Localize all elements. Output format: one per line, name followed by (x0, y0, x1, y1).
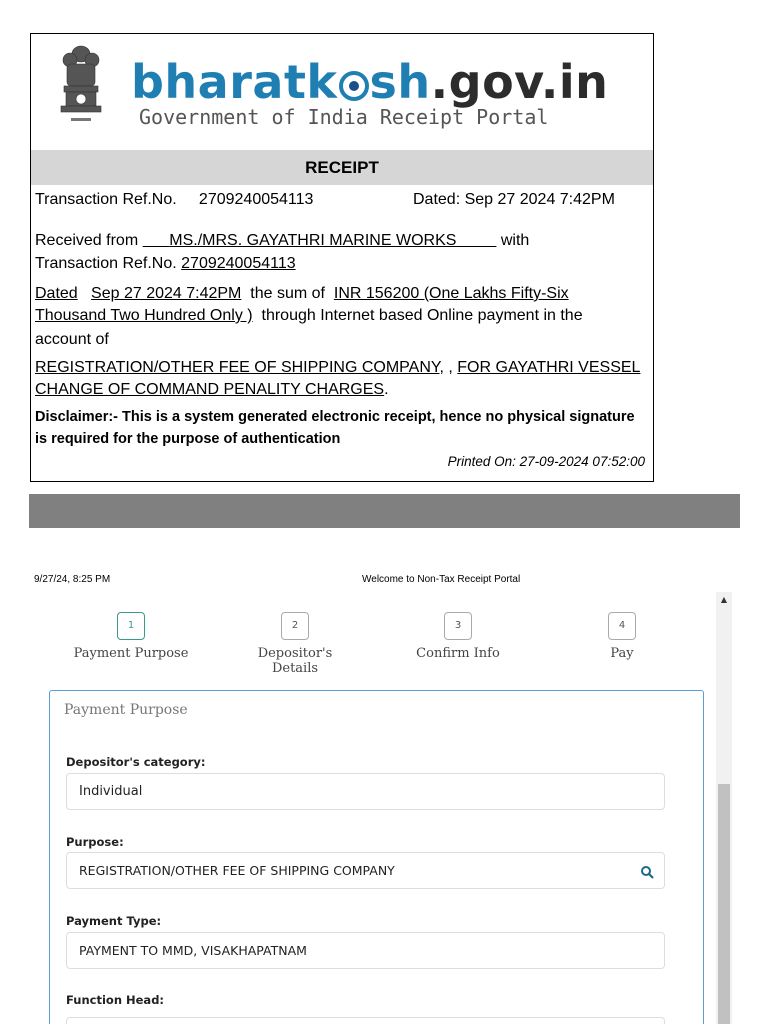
step-number: 3 (444, 612, 472, 640)
received-from-label: Received from (35, 232, 139, 249)
step-pay[interactable] (580, 612, 664, 661)
sum-text: the sum of (250, 285, 325, 302)
account-part-2a: FOR GAYATHRI VESSEL (457, 359, 641, 376)
receipt-card (30, 33, 654, 482)
comma-separator: , (443, 359, 453, 376)
printed-on: Printed On: 27-09-2024 07:52:00 (447, 454, 645, 469)
account-of-line: account of (35, 331, 109, 348)
ref-value-2: 2709240054113 (181, 255, 296, 272)
payment-type-label: Payment Type: (66, 914, 162, 928)
dated-line: Dated: Sep 27 2024 7:42PM (413, 191, 615, 208)
depositor-category-value: Individual (79, 784, 143, 799)
account-purpose-line (35, 356, 640, 380)
panel-heading: Payment Purpose (64, 702, 188, 718)
depositor-category-label: Depositor's category: (66, 755, 206, 769)
amount-through-line (35, 304, 583, 328)
depositor-name: MS./MRS. GAYATHRI MARINE WORKS (169, 232, 457, 249)
ref-line-2 (35, 252, 296, 276)
step-confirm-info[interactable] (397, 612, 519, 661)
brand-logo (131, 56, 608, 129)
scroll-up-arrow-icon[interactable]: ▲ (720, 595, 728, 604)
payment-type-value: PAYMENT TO MMD, VISAKHAPATNAM (79, 943, 307, 958)
payment-type-select[interactable] (66, 932, 665, 969)
account-part-2b: CHANGE OF COMMAND PENALITY CHARGES (35, 381, 385, 398)
brand-subtitle: Government of India Receipt Portal (139, 105, 549, 129)
step-number: 2 (281, 612, 309, 640)
payment-purpose-panel (49, 690, 704, 1024)
received-from-value (143, 232, 497, 249)
function-head-label: Function Head: (66, 993, 165, 1007)
ref-label-2: Transaction Ref.No. (35, 255, 177, 272)
received-from-line (35, 229, 529, 253)
page-separator (29, 494, 740, 528)
step-number: 4 (608, 612, 636, 640)
print-page-title: Welcome to Non-Tax Receipt Portal (362, 574, 521, 585)
national-emblem-icon (55, 42, 107, 132)
step-label: Pay (610, 646, 634, 661)
print-datetime: 9/27/24, 8:25 PM (34, 574, 111, 585)
step-payment-purpose[interactable] (70, 612, 192, 661)
step-label: Depositor's Details (257, 646, 333, 676)
amount-line-1: INR 156200 (One Lakhs Fifty-Six (333, 285, 569, 302)
account-part-1: REGISTRATION/OTHER FEE OF SHIPPING COMPANY, (35, 359, 444, 376)
purpose-label: Purpose: (66, 835, 124, 849)
transaction-ref-row (35, 188, 647, 212)
disclaimer (35, 406, 649, 450)
purpose-value: REGISTRATION/OTHER FEE OF SHIPPING COMPANY (79, 863, 395, 878)
through-text: through Internet based Online payment in the (261, 307, 583, 324)
with-text: with (500, 232, 530, 249)
ref-label: Transaction Ref.No. (35, 191, 177, 208)
receipt-title: RECEIPT (31, 150, 653, 185)
brand-wordmark (131, 56, 608, 108)
step-number: 1 (117, 612, 145, 640)
brand-text-left: bharatk (131, 55, 338, 109)
dated-label: Dated (35, 285, 78, 302)
account-purpose-line-2 (35, 378, 389, 402)
function-head-field[interactable] (66, 1017, 665, 1024)
period: . (384, 381, 389, 398)
step-label: Confirm Info (416, 646, 500, 661)
vertical-scrollbar[interactable] (716, 592, 732, 1024)
purpose-field[interactable] (66, 852, 665, 889)
brand-domain: .gov.in (430, 55, 609, 109)
amount-line-2: Thousand Two Hundred Only ) (35, 307, 253, 324)
scroll-thumb[interactable] (718, 784, 730, 1024)
brand-text-right: sh (369, 55, 431, 109)
depositor-category-select[interactable] (66, 773, 665, 810)
dated-sum-line (35, 282, 569, 306)
dated-value: Sep 27 2024 7:42PM (91, 285, 242, 302)
chakra-icon (339, 71, 369, 101)
disclaimer-line-1: Disclaimer:- This is a system generated electronic receipt, hence no physical signature (35, 409, 635, 425)
disclaimer-line-2: is required for the purpose of authentication (35, 431, 341, 447)
step-label: Payment Purpose (73, 646, 189, 661)
step-depositor-details[interactable] (234, 612, 356, 676)
search-icon[interactable] (640, 865, 654, 879)
ref-value: 2709240054113 (198, 191, 314, 208)
